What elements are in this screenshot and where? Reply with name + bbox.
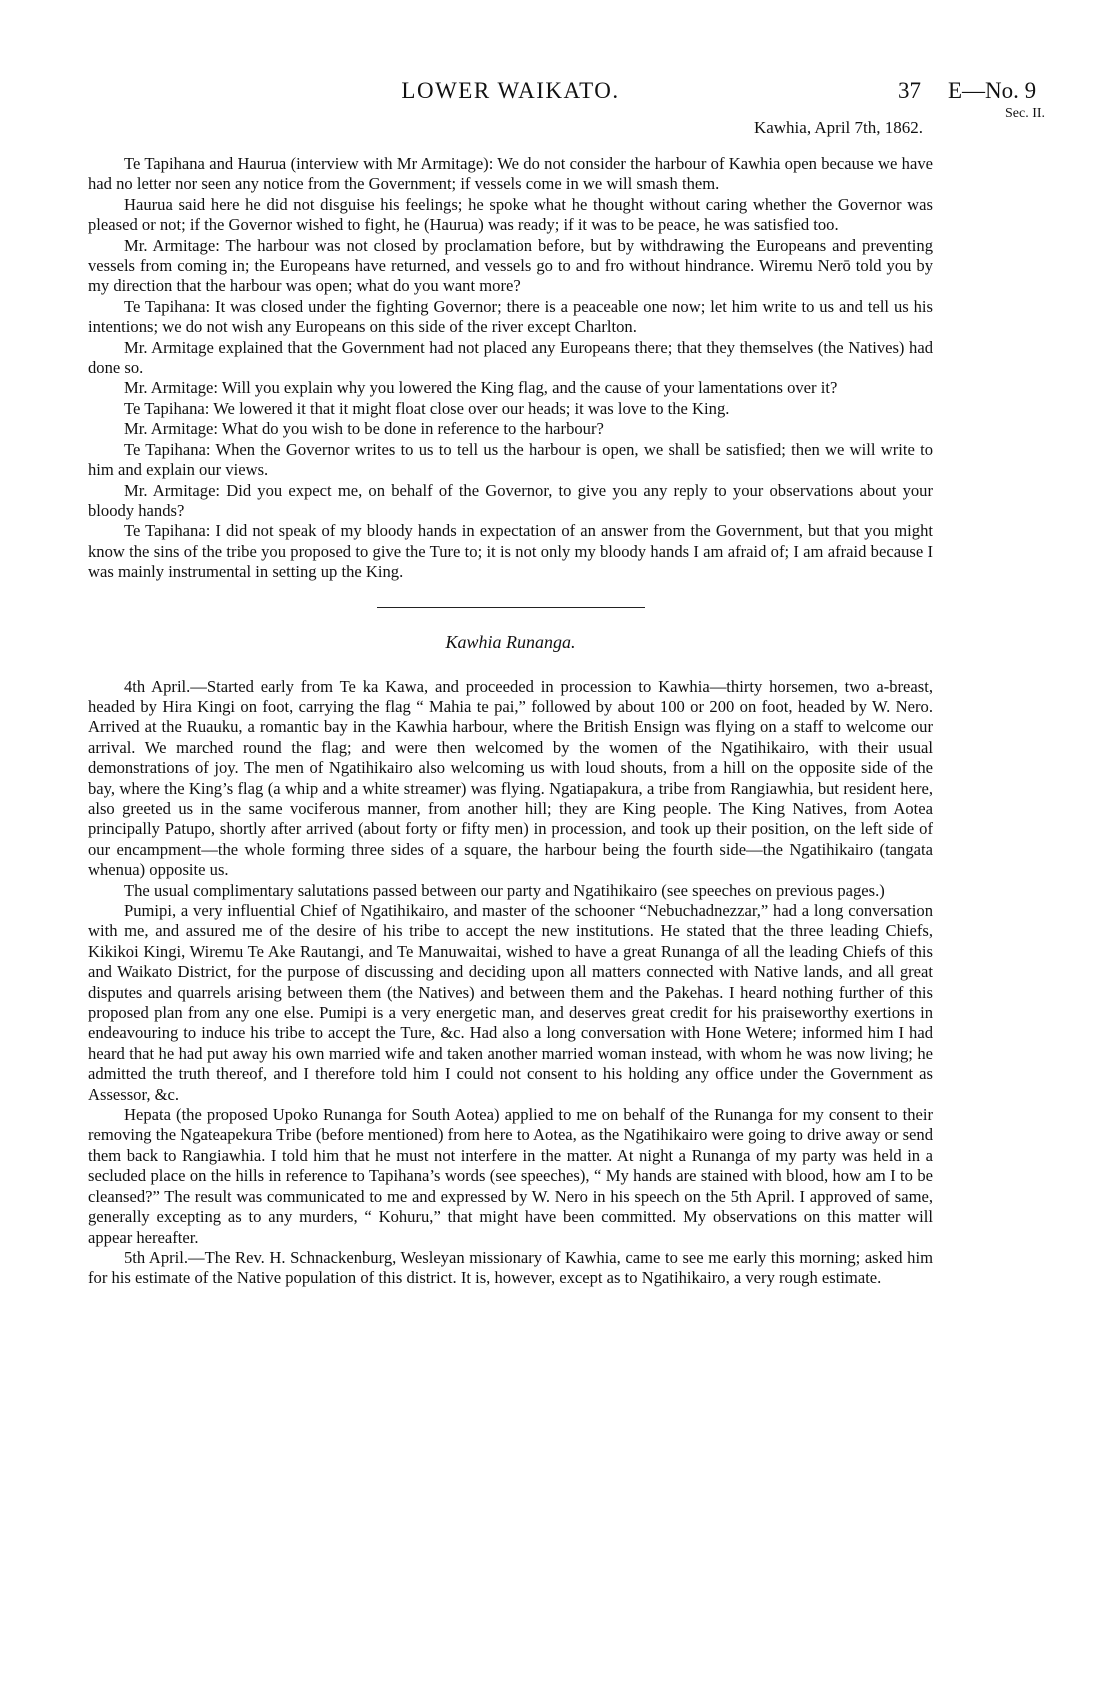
paragraph: Te Tapihana: When the Governor writes to us to tell us the harbour is open, we shall be satisfied; then we will write to him and explain our views. (88, 439, 933, 480)
paragraph: 5th April.—The Rev. H. Schnackenburg, Wesleyan missionary of Kawhia, came to see me early this morning; asked him for his estimate of the Native population of this district. It is, however, except as to Ngatihikairo, a very rough estimate. (88, 1247, 933, 1288)
divider-wrapper (88, 607, 933, 608)
paper-reference: E—No. 9 (948, 78, 1037, 103)
page-number: 37 (898, 78, 921, 103)
runanga-block (88, 677, 933, 1289)
paragraph: Te Tapihana: I did not speak of my bloody hands in expectation of an answer from the Government, but that you might know the sins of the tribe you proposed to give the Ture to; it is not only my bloody hands I am afraid of; I am afraid because I was mainly instrumental in setting up the King. (88, 521, 933, 582)
paragraph: Te Tapihana: It was closed under the fighting Governor; there is a peaceable one now; let him write to us and tell us his intentions; we do not wish any Europeans on this side of the river except Charlton. (88, 296, 933, 337)
page-header (88, 78, 1046, 121)
paragraph: Mr. Armitage: What do you wish to be done in reference to the harbour? (124, 419, 604, 439)
section-divider (377, 607, 645, 608)
paragraph: Haurua said here he did not disguise his feelings; he spoke what he thought without caring whether the Governor was pleased or not; if the Governor wished to fight, he (Haurua) was ready; if it was to be peace, he was satisfied too. (88, 194, 933, 235)
paragraph: 4th April.—Started early from Te ka Kawa, and proceeded in procession to Kawhia—thirty horsemen, two a-breast, headed by Hira Kingi on foot, carrying the flag “ Mahia te pai,” followed by about 100 or 200 on foot, headed by W. Nero. Arrived at the Ruauku, a romantic bay in the Kawhia harbour, where the British Ensign was flying on a staff to welcome our arrival. We marched round the flag; and were then welcomed by the women of the Ngatihikairo, with their usual demonstrations of joy. The men of Ngatihikairo also welcoming us with loud shouts, from a hill on the opposite side of the bay, where the King’s flag (a whip and a white streamer) was flying. Ngatiapakura, a tribe from Rangiawhia, but resident here, also greeted us in the same vociferous manner, from another hill; they are King people. The King Natives, from Aotea principally Patupo, shortly after arrived (about forty or fifty men) in procession, and took up their position, on the left side of our encampment—the whole forming three sides of a square, the harbour being the fourth side—the Ngatihikairo (tangata whenua) opposite us. (88, 676, 933, 880)
interview-block (88, 154, 933, 583)
paragraph: Pumipi, a very influential Chief of Ngatihikairo, and master of the schooner “Nebuchadnezzar,” had a long conversation with me, and assured me of the desire of his tribe to accept the new institutions. He stated that the three leading Chiefs, Kikikoi Kingi, Wiremu Te Ake Rautangi, and Te Manuwaitai, wished to have a great Runanga of all the leading Chiefs of this and Waikato District, for the purpose of discussing and deciding upon all matters connected with Native lands, and all great disputes and quarrels arising between them (the Natives) and between them and the Pakehas. I heard nothing further of this proposed plan from any one else. Pumipi is a very energetic man, and deserves great credit for his praiseworthy exertions in endeavouring to induce his tribe to accept the Ture, &c. Had also a long conversation with Hone Wetere; informed him I had heard that he had put away his own married wife and taken another married woman instead, with whom he was now living; he admitted the truth thereof, and I therefore told him I could not consent to his holding any office under the Government as Assessor, &c. (88, 901, 933, 1104)
paragraph: Te Tapihana and Haurua (interview with Mr Armitage): We do not consider the harbour of Kawhia open because we have had no letter nor seen any notice from the Government; if vessels come in we will smash them. (88, 154, 933, 194)
paragraph: Mr. Armitage: Will you explain why you lowered the King flag, and the cause of your lamentations over it? (124, 378, 838, 398)
running-title: LOWER WAIKATO. (401, 78, 620, 103)
paragraph: Te Tapihana: We lowered it that it might float close over our heads; it was love to the King. (124, 398, 730, 418)
paragraph: Mr. Armitage explained that the Government had not placed any Europeans there; that they themselves (the Natives) had done so. (88, 337, 933, 378)
section-heading: Kawhia Runanga. (445, 631, 576, 652)
paragraph: Mr. Armitage: Did you expect me, on behalf of the Governor, to give you any reply to your observations about your bloody hands? (88, 480, 933, 520)
paragraph: Hepata (the proposed Upoko Runanga for South Aotea) applied to me on behalf of the Runanga for my consent to their removing the Ngateapekura Tribe (before mentioned) from here to Aotea, as the Ngatihikairo were going to drive away or send them back to Rangiawhia. I told him that he must not interfere in the matter. At night a Runanga of my party was held in a secluded place on the hills in reference to Tapihana’s words (see speeches), “ My hands are stained with blood, how am I to be cleansed?” The result was communicated to me and expressed by W. Nero in his speech on the 5th April. I approved of same, generally excepting as to any murders, “ Kohuru,” that might have been committed. My observations on this matter will appear hereafter. (88, 1105, 933, 1247)
paragraph: The usual complimentary salutations passed between our party and Ngatihikairo (see speeches on previous pages.) (124, 880, 885, 900)
dateline: Kawhia, April 7th, 1862. (753, 118, 923, 137)
paragraph: Mr. Armitage: The harbour was not closed by proclamation before, but by withdrawing the Europeans and preventing vessels from coming in; the Europeans have returned, and vessels go to and fro without hindrance. Wiremu Nerō told you by my direction that the harbour was open; what do you want more? (88, 235, 933, 296)
section-reference: Sec. II. (1005, 106, 1046, 121)
document-page (88, 78, 1046, 1289)
